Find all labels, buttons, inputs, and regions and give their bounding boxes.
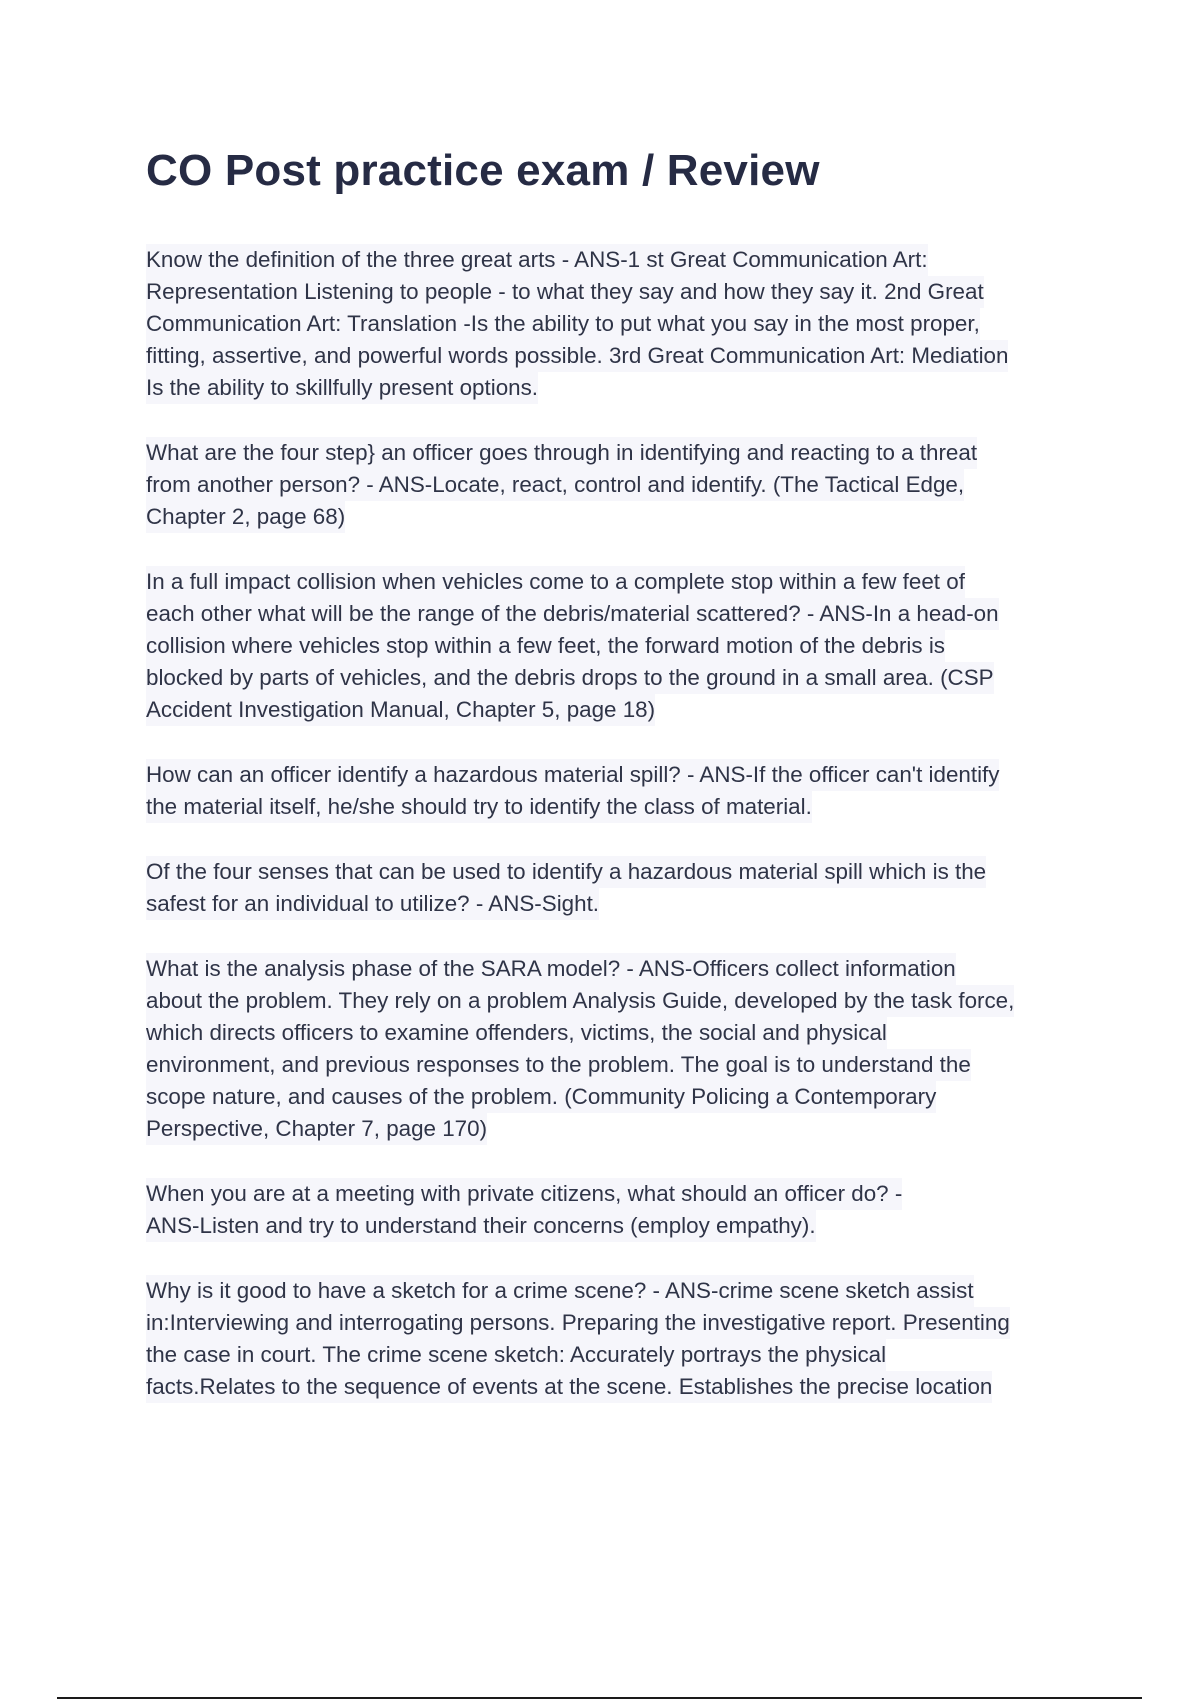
text-line: safest for an individual to utilize? - ANS-Sight. xyxy=(146,888,599,920)
text-line: from another person? - ANS-Locate, react, control and identify. (The Tactical Edge, xyxy=(146,469,964,501)
footer-divider xyxy=(57,1697,1142,1699)
text-line: the material itself, he/she should try to identify the class of material. xyxy=(146,791,812,823)
text-line: environment, and previous responses to the problem. The goal is to understand the xyxy=(146,1049,971,1081)
text-line: facts.Relates to the sequence of events at the scene. Establishes the precise location xyxy=(146,1371,992,1403)
text-line: each other what will be the range of the debris/material scattered? - ANS-In a head-on xyxy=(146,598,999,630)
text-line: about the problem. They rely on a problem Analysis Guide, developed by the task force, xyxy=(146,985,1014,1017)
qa-entry-3 xyxy=(146,566,1086,726)
text-line: ANS-Listen and try to understand their concerns (employ empathy). xyxy=(146,1210,816,1242)
text-line: Of the four senses that can be used to identify a hazardous material spill which is the xyxy=(146,856,986,888)
text-line: in:Interviewing and interrogating persons. Preparing the investigative report. Presenting xyxy=(146,1307,1010,1339)
text-line: Communication Art: Translation -Is the ability to put what you say in the most proper, xyxy=(146,308,980,340)
text-line: How can an officer identify a hazardous material spill? - ANS-If the officer can't identify xyxy=(146,759,999,791)
qa-entry-1 xyxy=(146,244,1086,404)
qa-entry-7 xyxy=(146,1178,1086,1242)
text-line: Chapter 2, page 68) xyxy=(146,501,345,533)
text-line: Is the ability to skillfully present options. xyxy=(146,372,538,404)
text-line: scope nature, and causes of the problem. (Community Policing a Contemporary xyxy=(146,1081,936,1113)
text-line: blocked by parts of vehicles, and the debris drops to the ground in a small area. (CSP xyxy=(146,662,994,694)
text-line: fitting, assertive, and powerful words possible. 3rd Great Communication Art: Mediation xyxy=(146,340,1008,372)
qa-entry-5 xyxy=(146,856,1086,920)
qa-list xyxy=(146,244,1086,1436)
qa-entry-8 xyxy=(146,1275,1086,1403)
text-line: Why is it good to have a sketch for a crime scene? - ANS-crime scene sketch assist xyxy=(146,1275,974,1307)
text-line: In a full impact collision when vehicles come to a complete stop within a few feet of xyxy=(146,566,965,598)
text-line: Representation Listening to people - to what they say and how they say it. 2nd Great xyxy=(146,276,984,308)
qa-entry-4 xyxy=(146,759,1086,823)
text-line: What is the analysis phase of the SARA model? - ANS-Officers collect information xyxy=(146,953,956,985)
text-line: which directs officers to examine offenders, victims, the social and physical xyxy=(146,1017,887,1049)
qa-entry-2 xyxy=(146,437,1086,533)
text-line: collision where vehicles stop within a few feet, the forward motion of the debris is xyxy=(146,630,945,662)
page-title: CO Post practice exam / Review xyxy=(146,146,820,195)
text-line: Know the definition of the three great arts - ANS-1 st Great Communication Art: xyxy=(146,244,928,276)
qa-entry-6 xyxy=(146,953,1086,1145)
text-line: Accident Investigation Manual, Chapter 5, page 18) xyxy=(146,694,655,726)
text-line: the case in court. The crime scene sketch: Accurately portrays the physical xyxy=(146,1339,886,1371)
text-line: What are the four step} an officer goes through in identifying and reacting to a threat xyxy=(146,437,977,469)
text-line: Perspective, Chapter 7, page 170) xyxy=(146,1113,487,1145)
text-line: When you are at a meeting with private citizens, what should an officer do? - xyxy=(146,1178,902,1210)
